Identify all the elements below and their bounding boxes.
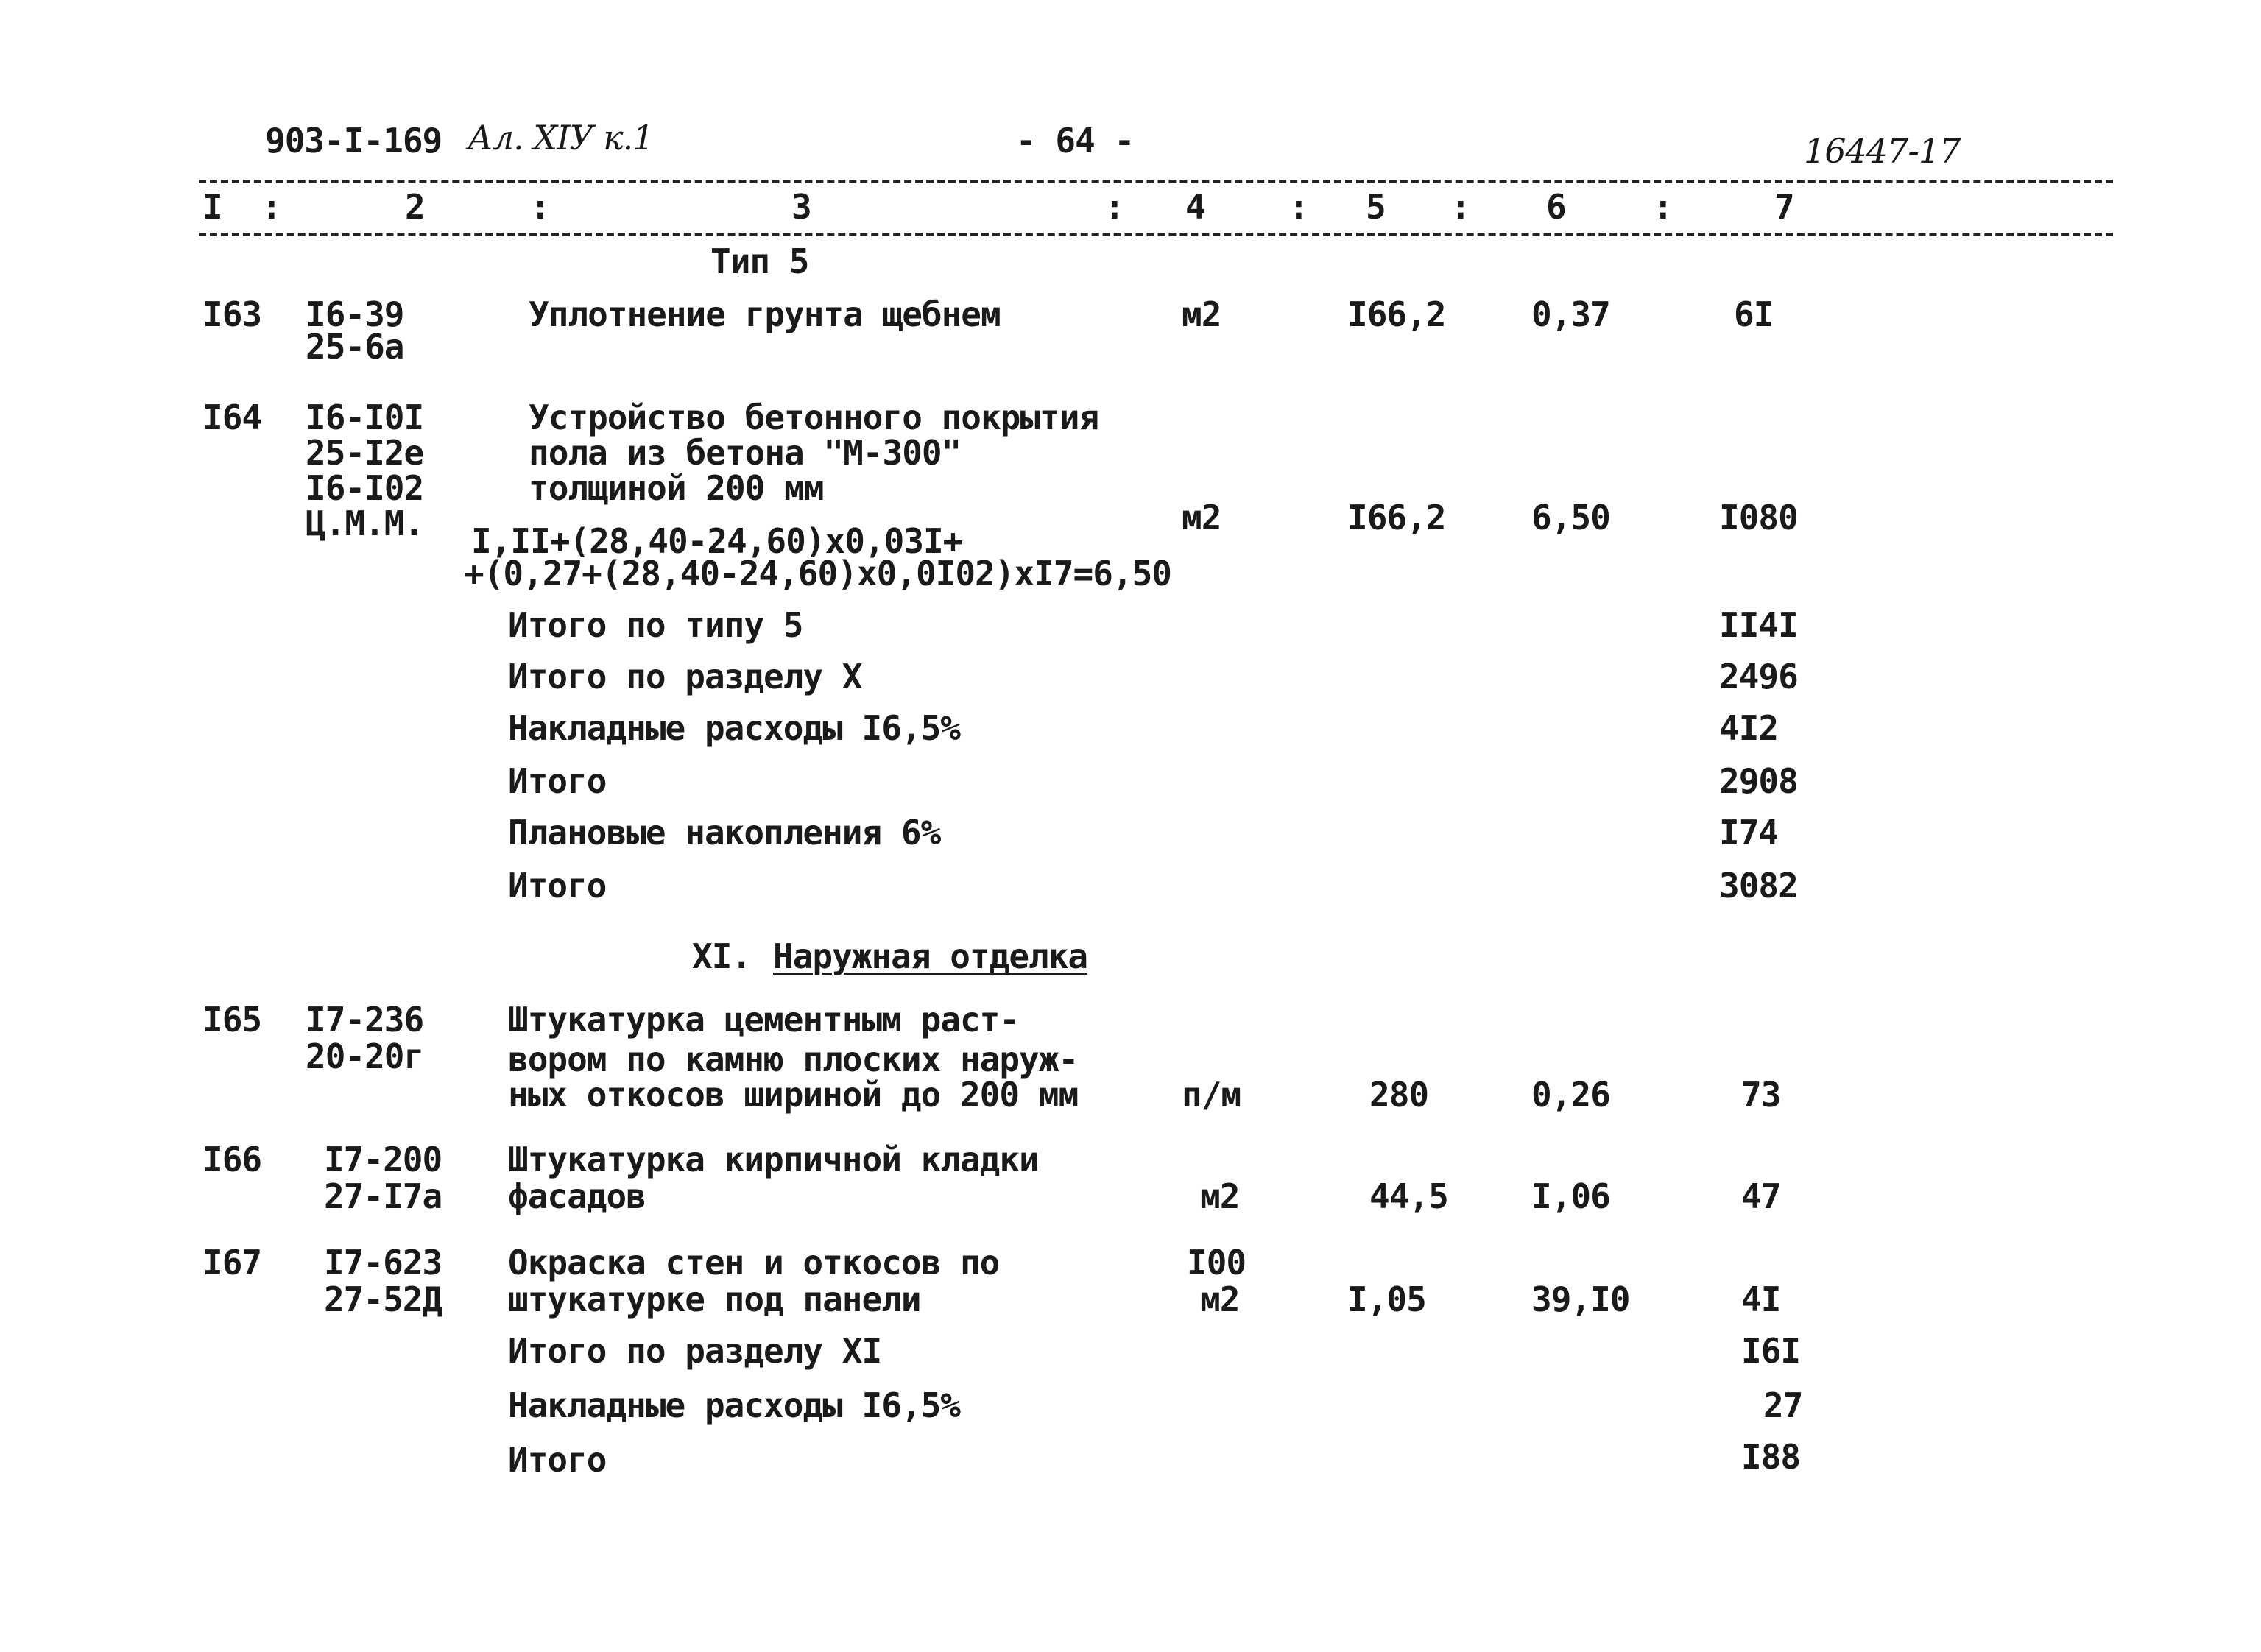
row-total: 73 bbox=[1741, 1075, 1781, 1115]
row-formula: I,II+(28,40-24,60)x0,03I+ bbox=[471, 521, 963, 561]
row-code: I6-39 bbox=[306, 294, 404, 334]
row-total: 4I bbox=[1741, 1279, 1781, 1319]
row-unit: м2 bbox=[1200, 1279, 1240, 1319]
summary-label: Итого bbox=[508, 866, 607, 906]
header-rule-top bbox=[199, 180, 2113, 183]
row-description: Уплотнение грунта щебнем bbox=[529, 294, 1001, 334]
summary-label: Накладные расходы I6,5% bbox=[508, 1386, 960, 1425]
type-heading: Тип 5 bbox=[710, 241, 809, 281]
summary-value: 2908 bbox=[1719, 761, 1798, 801]
col-sep-6: : bbox=[1653, 187, 1673, 227]
row-description: штукатурке под панели bbox=[508, 1279, 921, 1319]
row-quantity: I66,2 bbox=[1347, 294, 1446, 334]
row-formula: +(0,27+(28,40-24,60)x0,0I02)xI7=6,50 bbox=[464, 554, 1171, 593]
row-description: вором по камню плоских наруж- bbox=[508, 1039, 1079, 1079]
row-unit: п/м bbox=[1182, 1075, 1241, 1115]
row-price: 0,26 bbox=[1531, 1075, 1610, 1115]
row-quantity: 280 bbox=[1369, 1075, 1429, 1115]
col-sep-4: : bbox=[1288, 187, 1308, 227]
row-number: I65 bbox=[202, 1000, 262, 1039]
stamp-number: 16447-17 bbox=[1804, 131, 1961, 171]
summary-label: Итого по разделу XI bbox=[508, 1331, 882, 1371]
col-sep-1: : bbox=[261, 187, 281, 227]
row-description: Устройство бетонного покрытия bbox=[529, 398, 1099, 437]
summary-value: 2496 bbox=[1719, 657, 1798, 696]
row-number: I66 bbox=[202, 1140, 262, 1179]
page-number: - 64 - bbox=[1016, 121, 1135, 160]
summary-value: I74 bbox=[1719, 813, 1779, 853]
row-description: толщиной 200 мм bbox=[529, 468, 824, 508]
row-total: 6I bbox=[1734, 294, 1774, 334]
section-title: Наружная отделка bbox=[773, 936, 1088, 976]
summary-value: 27 bbox=[1763, 1386, 1803, 1425]
row-quantity: I66,2 bbox=[1347, 498, 1446, 537]
row-code: I7-623 bbox=[324, 1243, 442, 1282]
col-sep-2: : bbox=[530, 187, 550, 227]
doc-code: 903-I-169 bbox=[265, 121, 442, 160]
summary-value: I88 bbox=[1741, 1437, 1801, 1477]
row-code: 25-I2е bbox=[306, 433, 424, 473]
row-unit-multiplier: I00 bbox=[1187, 1243, 1246, 1282]
summary-value: I6I bbox=[1741, 1331, 1801, 1371]
album-reference: Ал. XIУ к.1 bbox=[468, 118, 654, 158]
summary-label: Итого по разделу X bbox=[508, 657, 862, 696]
row-description: Штукатурка цементным раст- bbox=[508, 1000, 1020, 1039]
row-description: ных откосов шириной до 200 мм bbox=[508, 1075, 1079, 1115]
row-number: I63 bbox=[202, 294, 262, 334]
row-unit: м2 bbox=[1182, 498, 1221, 537]
col-header-2: 2 bbox=[405, 187, 425, 227]
summary-label: Накладные расходы I6,5% bbox=[508, 708, 960, 748]
summary-label: Плановые накопления 6% bbox=[508, 813, 941, 853]
row-price: 6,50 bbox=[1531, 498, 1610, 537]
row-code: 27-I7а bbox=[324, 1176, 442, 1216]
section-number: XI. bbox=[692, 936, 752, 976]
row-number: I67 bbox=[202, 1243, 262, 1282]
row-price: 39,I0 bbox=[1531, 1279, 1630, 1319]
row-description: фасадов bbox=[508, 1176, 646, 1216]
col-header-7: 7 bbox=[1774, 187, 1794, 227]
row-description: Окраска стен и откосов по bbox=[508, 1243, 1000, 1282]
summary-value: 3082 bbox=[1719, 866, 1798, 906]
row-number: I64 bbox=[202, 398, 262, 437]
row-code: I6-I0I bbox=[306, 398, 424, 437]
row-total: I080 bbox=[1719, 498, 1798, 537]
col-sep-5: : bbox=[1450, 187, 1470, 227]
row-code: 27-52Д bbox=[324, 1279, 442, 1319]
col-sep-3: : bbox=[1104, 187, 1124, 227]
row-code: I7-236 bbox=[306, 1000, 424, 1039]
row-price: 0,37 bbox=[1531, 294, 1610, 334]
summary-value: II4I bbox=[1719, 605, 1798, 645]
col-header-4: 4 bbox=[1185, 187, 1205, 227]
row-unit: м2 bbox=[1182, 294, 1221, 334]
row-total: 47 bbox=[1741, 1176, 1781, 1216]
row-code: 20-20г bbox=[306, 1037, 424, 1076]
row-quantity: I,05 bbox=[1347, 1279, 1426, 1319]
col-header-1: I bbox=[202, 187, 222, 227]
row-price: I,06 bbox=[1531, 1176, 1610, 1216]
summary-label: Итого bbox=[508, 761, 607, 801]
row-code: Ц.М.М. bbox=[306, 504, 424, 543]
row-description: пола из бетона "М-300" bbox=[529, 433, 962, 473]
row-quantity: 44,5 bbox=[1369, 1176, 1448, 1216]
col-header-3: 3 bbox=[791, 187, 811, 227]
row-code: 25-6а bbox=[306, 327, 404, 367]
row-unit: м2 bbox=[1200, 1176, 1240, 1216]
summary-value: 4I2 bbox=[1719, 708, 1779, 748]
row-description: Штукатурка кирпичной кладки bbox=[508, 1140, 1039, 1179]
summary-label: Итого по типу 5 bbox=[508, 605, 803, 645]
col-header-5: 5 bbox=[1366, 187, 1386, 227]
summary-label: Итого bbox=[508, 1440, 607, 1480]
row-code: I6-I02 bbox=[306, 468, 424, 508]
row-code: I7-200 bbox=[324, 1140, 442, 1179]
header-rule-bottom bbox=[199, 233, 2113, 236]
col-header-6: 6 bbox=[1546, 187, 1566, 227]
